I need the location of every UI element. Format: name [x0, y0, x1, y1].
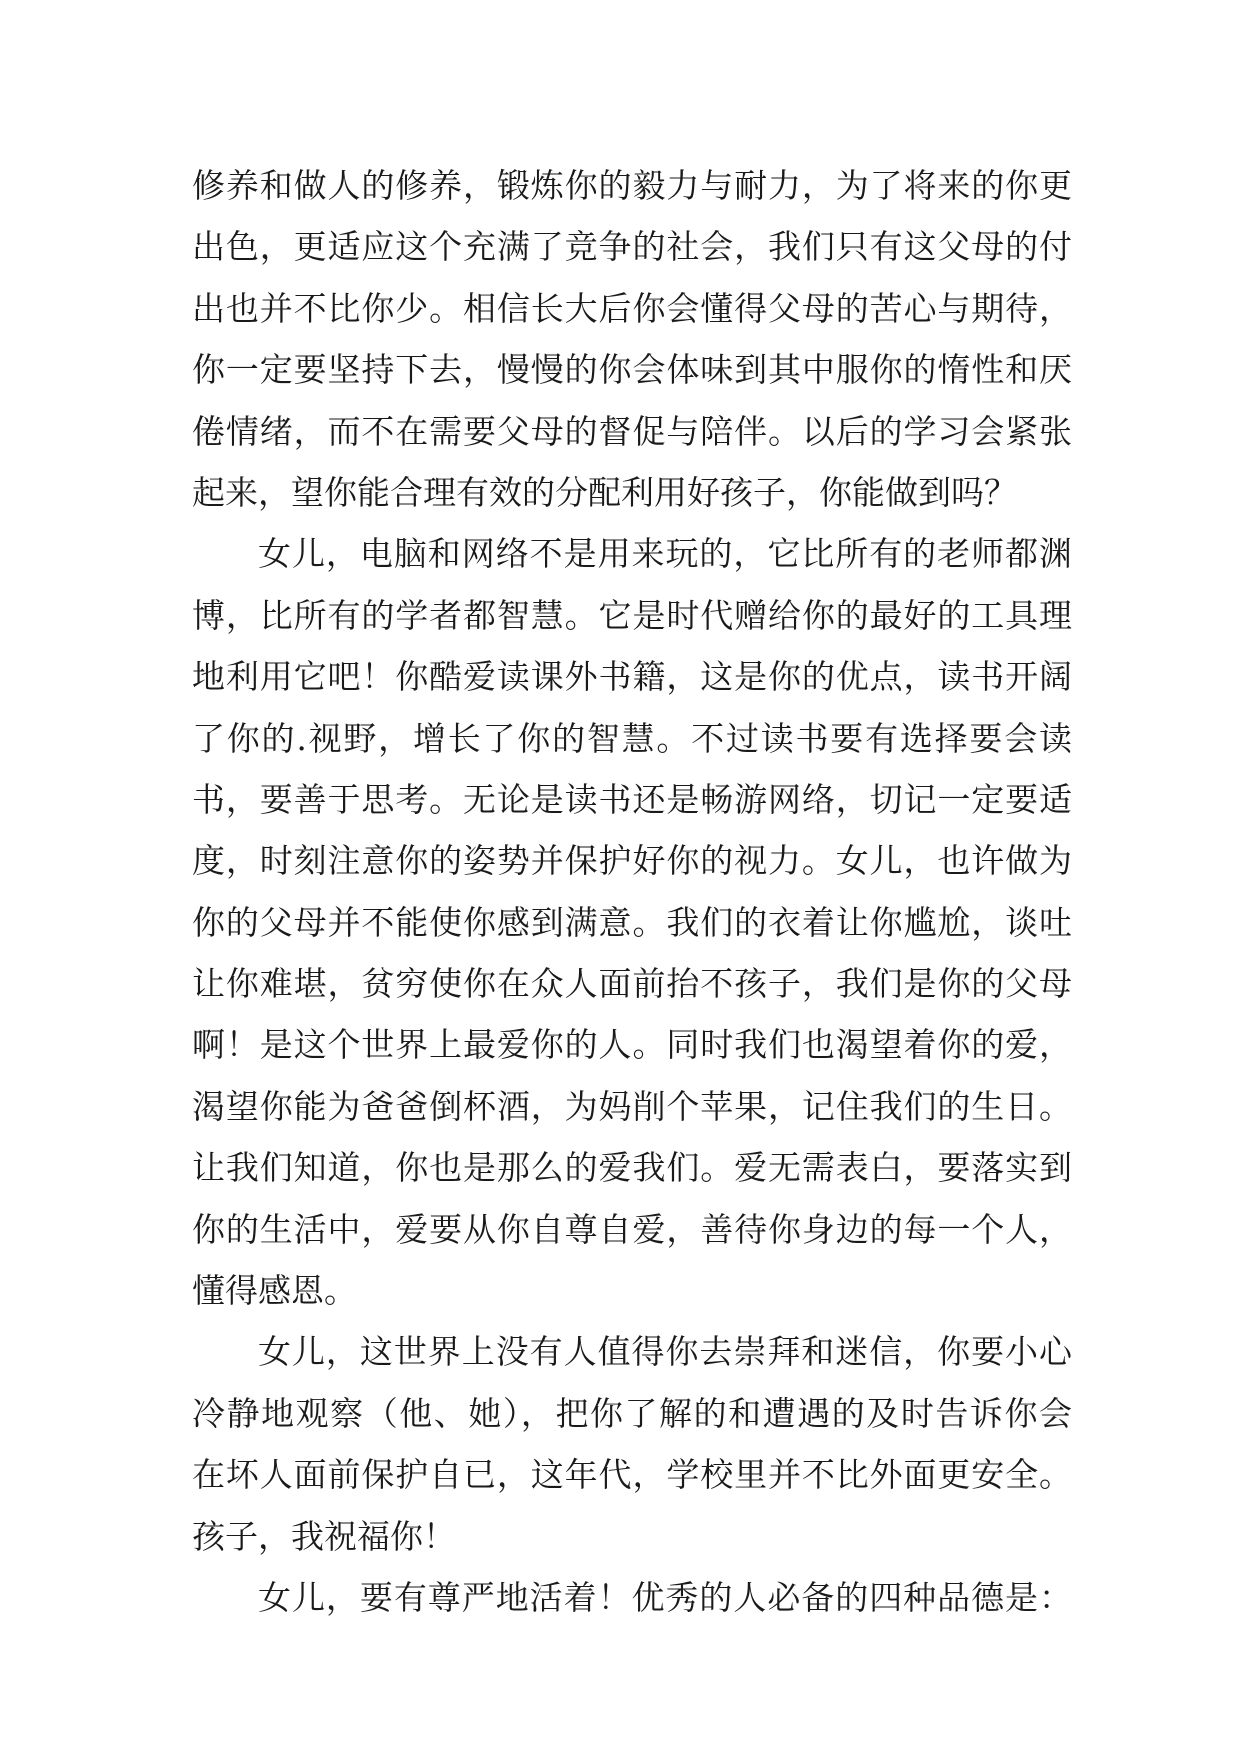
text-line-11: 书，要善于思考。无论是读书还是畅游网络，切记一定要适 [192, 779, 1072, 819]
text-line-20: 女儿，这世界上没有人值得你去崇拜和迷信，你要小心 [258, 1332, 1072, 1372]
text-line-9: 地利用它吧！你酷爱读课外书籍，这是你的优点，读书开阔 [192, 657, 1072, 697]
text-line-7: 女儿，电脑和网络不是用来玩的，它比所有的老师都渊 [258, 534, 1072, 574]
text-line-10: 了你的.视野，增长了你的智慧。不过读书要有选择要会读 [192, 718, 1072, 758]
text-line-21: 冷静地观察（他、她），把你了解的和遭遇的及时告诉你会 [192, 1393, 1072, 1433]
text-line-5: 倦情绪，而不在需要父母的督促与陪伴。以后的学习会紧张 [192, 411, 1072, 451]
text-line-23: 孩子，我祝福你！ [192, 1516, 456, 1556]
text-line-15: 啊！是这个世界上最爱你的人。同时我们也渴望着你的爱， [192, 1025, 1072, 1065]
text-line-2: 出色，更适应这个充满了竞争的社会，我们只有这父母的付 [192, 227, 1072, 267]
text-line-17: 让我们知道，你也是那么的爱我们。爱无需表白，要落实到 [192, 1148, 1072, 1188]
text-line-13: 你的父母并不能使你感到满意。我们的衣着让你尴尬，谈吐 [192, 902, 1072, 942]
document-body [192, 155, 1072, 1628]
text-line-3: 出也并不比你少。相信长大后你会懂得父母的苦心与期待， [192, 288, 1072, 328]
text-line-14: 让你难堪，贫穷使你在众人面前抬不孩子，我们是你的父母 [192, 964, 1072, 1004]
text-line-19: 懂得感恩。 [192, 1271, 357, 1311]
text-line-6: 起来，望你能合理有效的分配利用好孩子，你能做到吗？ [192, 472, 1017, 512]
text-line-8: 博，比所有的学者都智慧。它是时代赠给你的最好的工具理 [192, 595, 1072, 635]
text-line-18: 你的生活中，爱要从你自尊自爱，善待你身边的每一个人， [192, 1209, 1072, 1249]
text-line-22: 在坏人面前保护自已，这年代，学校里并不比外面更安全。 [192, 1455, 1072, 1495]
text-line-1: 修养和做人的修养，锻炼你的毅力与耐力，为了将来的你更 [192, 166, 1072, 205]
text-line-4: 你一定要坚持下去，慢慢的你会体味到其中服你的惰性和厌 [192, 350, 1072, 390]
text-line-24: 女儿，要有尊严地活着！优秀的人必备的四种品德是： [258, 1577, 1072, 1617]
text-line-16: 渴望你能为爸爸倒杯酒，为妈削个苹果，记住我们的生日。 [192, 1086, 1072, 1126]
text-line-12: 度，时刻注意你的姿势并保护好你的视力。女儿，也许做为 [192, 841, 1072, 881]
